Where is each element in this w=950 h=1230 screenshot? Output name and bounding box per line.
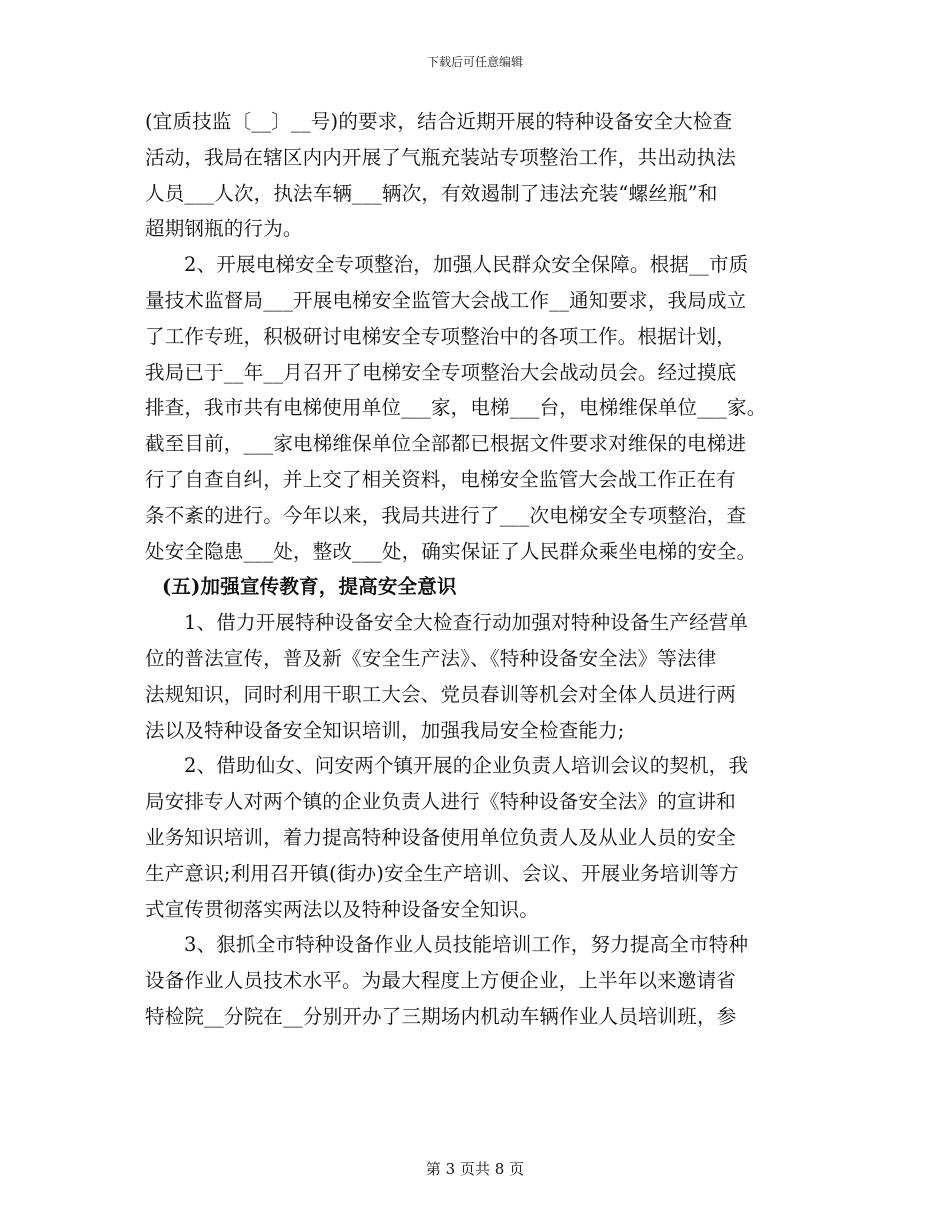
text-line: 位的普法宣传，普及新《安全生产法》、《特种设备安全法》等法律 bbox=[145, 646, 717, 670]
text-line: 局安排专人对两个镇的企业负责人进行《特种设备安全法》的宣讲和 bbox=[145, 790, 737, 814]
text-line: 式宣传贯彻落实两法以及特种设备安全知识。 bbox=[145, 897, 540, 921]
text-line: 3、狠抓全市特种设备作业人员技能培训工作，努力提高全市特种 bbox=[184, 933, 749, 957]
text-line: 1、借力开展特种设备安全大检查行动加强对特种设备生产经营单 bbox=[184, 611, 749, 635]
text-line: 超期钢瓶的行为。 bbox=[145, 217, 303, 241]
text-line: 行了自查自纠，并上交了相关资料，电梯安全监管大会战工作正在有 bbox=[145, 467, 737, 491]
text-line: 人员___人次，执法车辆___辆次，有效遏制了违法充装“螺丝瓶”和 bbox=[145, 181, 718, 205]
text-line: 处安全隐患___处，整改___处，确实保证了人民群众乘坐电梯的安全。 bbox=[145, 539, 757, 563]
section-heading: (五)加强宣传教育，提高安全意识 bbox=[162, 575, 457, 599]
text-line: (宜质技监〔__〕__号)的要求，结合近期开展的特种设备安全大检查 bbox=[145, 110, 733, 133]
text-line: 2、开展电梯安全专项整治，加强人民群众安全保障。根据__市质 bbox=[184, 253, 749, 277]
text-line: 排查，我市共有电梯使用单位___家，电梯___台，电梯维保单位___家。 bbox=[145, 396, 767, 420]
text-line: 特检院__分院在__分别开办了三期场内机动车辆作业人员培训班，参 bbox=[145, 1004, 737, 1028]
text-line: 设备作业人员技术水平。为最大程度上方便企业，上半年以来邀请省 bbox=[145, 969, 737, 993]
text-line: 法以及特种设备安全知识培训，加强我局安全检查能力; bbox=[145, 718, 625, 742]
text-line: 2、借助仙女、问安两个镇开展的企业负责人培训会议的契机，我 bbox=[184, 754, 749, 778]
body-text bbox=[145, 104, 825, 1035]
text-line: 量技术监督局___开展电梯安全监管大会战工作__通知要求，我局成立 bbox=[145, 288, 747, 312]
text-line: 活动，我局在辖区内内开展了气瓶充装站专项整治工作，共出动执法 bbox=[145, 145, 737, 169]
text-line: 截至目前，___家电梯维保单位全部都已根据文件要求对维保的电梯进 bbox=[145, 432, 747, 456]
header-note: 下载后可任意编辑 bbox=[426, 55, 523, 69]
text-line: 生产意识;利用召开镇(街办)安全生产培训、会议、开展业务培训等方 bbox=[145, 861, 739, 885]
text-line: 条不紊的进行。今年以来，我局共进行了___次电梯安全专项整治，查 bbox=[145, 503, 747, 527]
page-number-footer: 第 3 页共 8 页 bbox=[425, 1160, 525, 1178]
text-line: 法规知识，同时利用干职工大会、党员春训等机会对全体人员进行两 bbox=[145, 682, 737, 706]
text-line: 业务知识培训，着力提高特种设备使用单位负责人及从业人员的安全 bbox=[145, 825, 737, 849]
text-line: 我局已于__年__月召开了电梯安全专项整治大会战动员会。经过摸底 bbox=[145, 360, 737, 384]
text-line: 了工作专班，积极研讨电梯安全专项整治中的各项工作。根据计划， bbox=[145, 324, 737, 348]
